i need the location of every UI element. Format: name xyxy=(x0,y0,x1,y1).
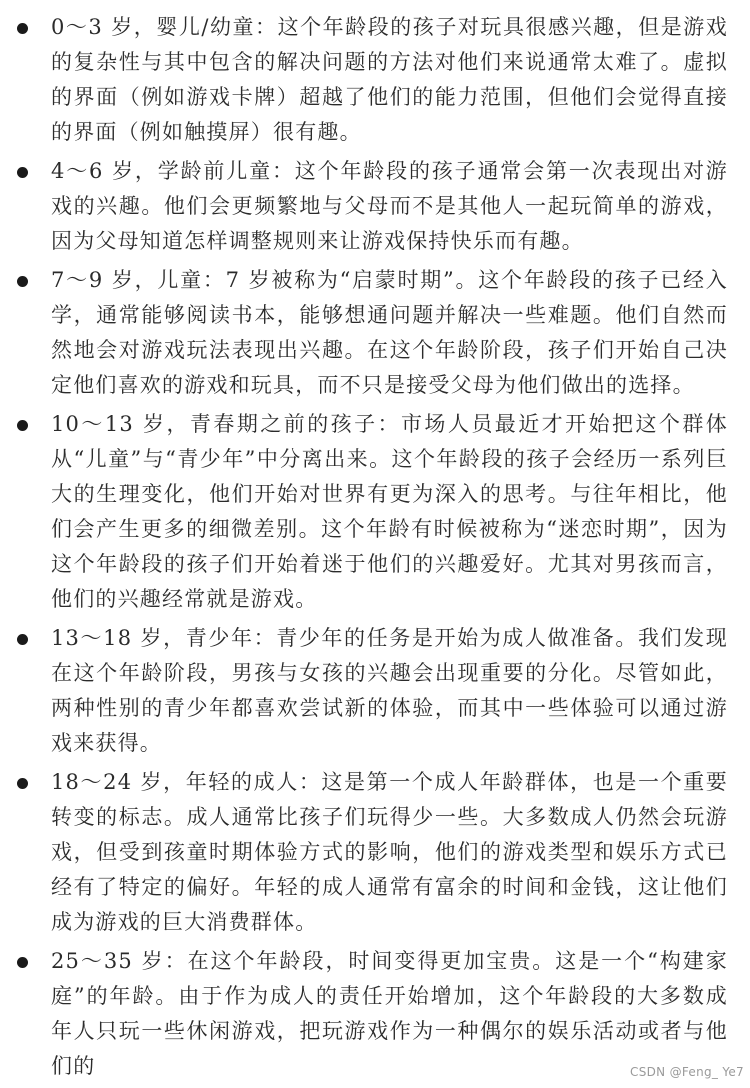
list-item-text: 4～6 岁，学龄前儿童：这个年龄段的孩子通常会第一次表现出对游戏的兴趣。他们会更频繁地与父母而不是其他人一起玩简单的游戏，因为父母知道怎样调整规则来让游戏保持快乐而有趣。 xyxy=(51,159,728,253)
list-item xyxy=(0,944,750,1084)
list-item-text: 0～3 岁，婴儿/幼童：这个年龄段的孩子对玩具很感兴趣，但是游戏的复杂性与其中包含的解决问题的方法对他们来说通常太难了。虚拟的界面（例如游戏卡牌）超越了他们的能力范围，但他们会觉得直接的界面（例如触摸屏）很有趣。 xyxy=(51,15,728,144)
bullet-icon xyxy=(17,420,28,431)
bullet-icon xyxy=(17,778,28,789)
list-item-text: 7～9 岁，儿童：7 岁被称为“启蒙时期”。这个年龄段的孩子已经入学，通常能够阅读书本，能够想通问题并解决一些难题。他们自然而然地会对游戏玩法表现出兴趣。在这个年龄阶段，孩子们开始自己决定他们喜欢的游戏和玩具，而不只是接受父母为他们做出的选择。 xyxy=(51,268,728,397)
list-item-text: 25～35 岁：在这个年龄段，时间变得更加宝贵。这是一个“构建家庭”的年龄。由于作为成人的责任开始增加，这个年龄段的大多数成年人只玩一些休闲游戏，把玩游戏作为一种偶尔的娱乐活动或者与他们的 xyxy=(51,949,728,1078)
bullet-icon xyxy=(17,634,28,645)
bullet-icon xyxy=(17,957,28,968)
list-item xyxy=(0,10,750,150)
list-item-text: 13～18 岁，青少年：青少年的任务是开始为成人做准备。我们发现在这个年龄阶段，男孩与女孩的兴趣会出现重要的分化。尽管如此，两种性别的青少年都喜欢尝试新的体验，而其中一些体验可以通过游戏来获得。 xyxy=(51,626,728,755)
list-item-text: 18～24 岁，年轻的成人：这是第一个成人年龄群体，也是一个重要转变的标志。成人通常比孩子们玩得少一些。大多数成人仍然会玩游戏，但受到孩童时期体验方式的影响，他们的游戏类型和娱乐方式已经有了特定的偏好。年轻的成人通常有富余的时间和金钱，这让他们成为游戏的巨大消费群体。 xyxy=(51,770,728,934)
list-item xyxy=(0,263,750,403)
list-item-text: 10～13 岁，青春期之前的孩子：市场人员最近才开始把这个群体从“儿童”与“青少年”中分离出来。这个年龄段的孩子会经历一系列巨大的生理变化，他们开始对世界有更为深入的思考。与往年相比，他们会产生更多的细微差别。这个年龄有时候被称为“迷恋时期”，因为这个年龄段的孩子们开始着迷于他们的兴趣爱好。尤其对男孩而言，他们的兴趣经常就是游戏。 xyxy=(51,412,728,611)
watermark: CSDN @Feng_ Ye7 xyxy=(630,1065,744,1079)
list-item xyxy=(0,407,750,617)
list-item xyxy=(0,765,750,940)
bullet-icon xyxy=(17,23,28,34)
list-item xyxy=(0,621,750,761)
bullet-icon xyxy=(17,167,28,178)
bullet-icon xyxy=(17,276,28,287)
list-item xyxy=(0,154,750,259)
age-group-list xyxy=(0,10,750,1088)
